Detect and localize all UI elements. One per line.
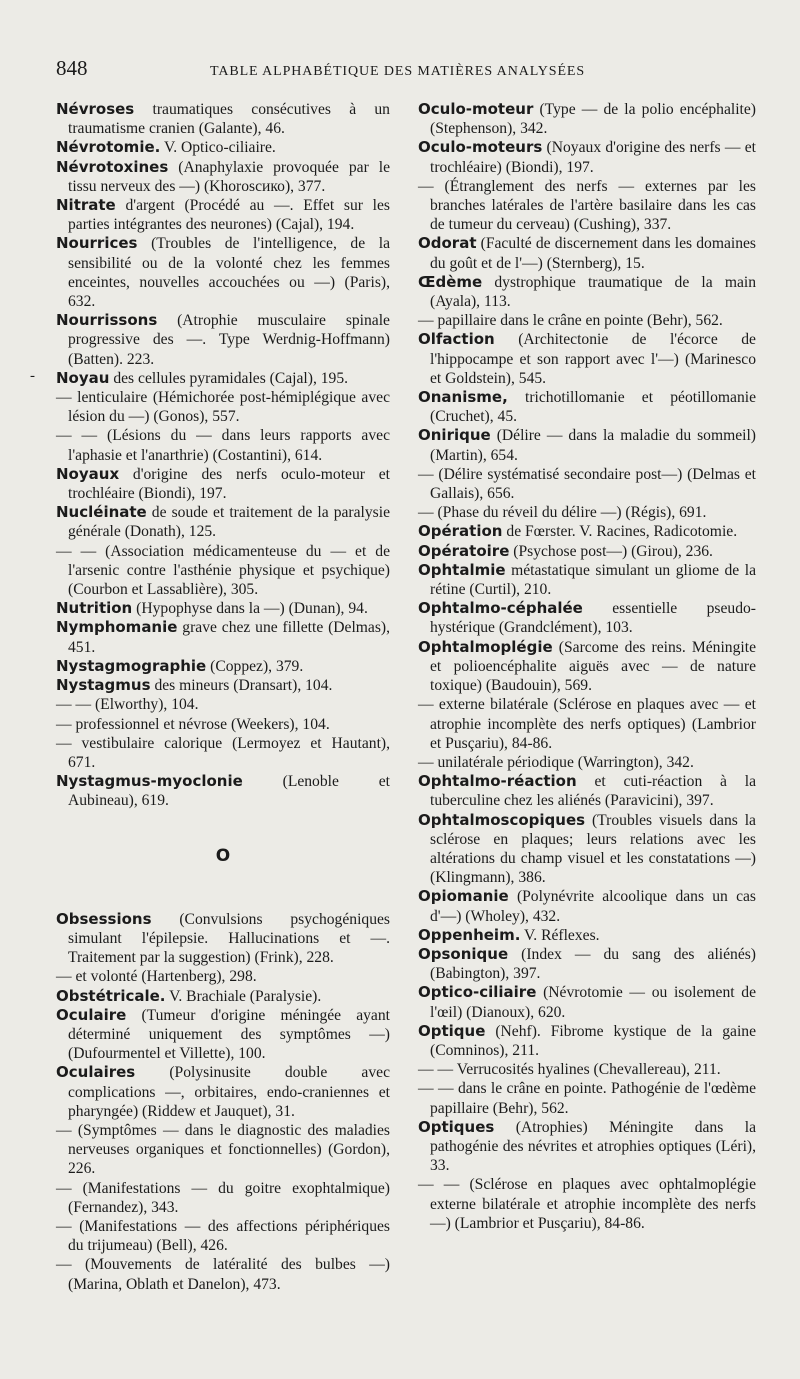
- entry-text: (Anaphylaxie provoquée par le tissu nerveux des —) (Khorosсико), 377.: [68, 158, 390, 195]
- index-entry: [56, 1179, 390, 1217]
- index-entry: [418, 887, 756, 925]
- entry-headword: Optique: [418, 1021, 486, 1040]
- entry-text: — — dans le crâne en pointe. Pathogénie de l'œdème papillaire (Behr), 562.: [418, 1080, 756, 1117]
- entry-text: des mineurs (Dransart), 104.: [154, 677, 333, 695]
- index-entry: [56, 910, 390, 968]
- entry-text: — (Symptômes — dans le diagnostic des maladies nerveuses organiques et fonctionnelles) (Gordon), 226.: [56, 1121, 390, 1178]
- index-entry: [418, 561, 756, 599]
- entry-text: de soude et traitement de la paralysie générale (Donath), 125.: [68, 504, 390, 541]
- index-entry: [418, 1118, 756, 1176]
- entry-text: V. Brachiale (Paralysie).: [169, 987, 322, 1005]
- index-entry: [418, 1079, 756, 1117]
- entry-headword: Névrotomie.: [56, 138, 161, 157]
- entry-text: — lenticulaire (Hémichorée post-hémiplégique avec lésion du —) (Gonos), 557.: [56, 389, 390, 426]
- entry-text: — (Étranglement des nerfs — externes par les branches latérales de l'artère basilaire dans les cas de tumeur du cerveau) (Cushing), 337.: [418, 177, 756, 234]
- entry-text: (Psychose post—) (Girou), 236.: [513, 542, 713, 560]
- index-entry: [418, 465, 756, 503]
- index-entry: [56, 1121, 390, 1179]
- entry-headword: Odorat: [418, 234, 477, 253]
- index-entry: [418, 330, 756, 388]
- index-entry: [56, 426, 390, 464]
- index-entry: [56, 695, 390, 714]
- index-entry: [418, 234, 756, 272]
- entry-headword: Ophtalmie: [418, 560, 506, 579]
- index-entry: [56, 734, 390, 772]
- entry-headword: Olfaction: [418, 330, 495, 349]
- entry-headword: Ophtalmo-réaction: [418, 772, 577, 791]
- entry-text: et cuti-réaction à la tuberculine chez les aliénés (Paravicini), 397.: [430, 773, 756, 810]
- entry-headword: Oculo-moteur: [418, 100, 534, 118]
- page-number: 848: [56, 56, 88, 80]
- entry-text: (Faculté de discernement dans les domaines du goût et de l'—) (Sternberg), 15.: [430, 235, 756, 272]
- entry-text: — (Mouvements de latéralité des bulbes —) (Marina, Oblath et Danelon), 473.: [56, 1256, 390, 1293]
- entry-headword: Opération: [418, 522, 503, 541]
- entry-text: (Hypophyse dans la —) (Dunan), 94.: [136, 600, 368, 618]
- index-entry: [418, 100, 756, 138]
- right-column: [418, 100, 756, 1233]
- entry-text: — — (Association médicamenteuse du — et de l'arsenic contre l'asthénie physique et psychique) (Courbon et Lassablière), 305.: [56, 542, 390, 599]
- entry-text: V. Réflexes.: [524, 926, 600, 944]
- entry-text: des cellules pyramidales (Cajal), 195.: [113, 369, 349, 387]
- entry-text: traumatiques consécutives à un traumatisme cranien (Galante), 46.: [68, 101, 390, 138]
- entry-headword: Onirique: [418, 426, 491, 445]
- index-entry: [418, 599, 756, 637]
- entry-text: (Sarcome des reins. Méningite et polioencéphalite aiguës avec — de nature toxique) (Baudouin), 569.: [430, 638, 756, 695]
- entry-headword: Opératoire: [418, 541, 510, 560]
- entry-text: métastatique simulant un gliome de la rétine (Curtil), 210.: [430, 561, 756, 599]
- entry-headword: Nystagmographie: [56, 656, 207, 675]
- index-entry: [56, 1255, 390, 1293]
- entry-text: V. Optico-ciliaire.: [163, 139, 276, 157]
- entry-headword: Nystagmus-myoclonie: [56, 772, 243, 791]
- index-entry: [56, 100, 390, 138]
- entry-text: (Polynévrite alcoolique dans un cas d'—) (Wholey), 432.: [430, 888, 757, 925]
- index-entry: [56, 1063, 390, 1121]
- entry-text: — — (Lésions du — dans leurs rapports avec l'aphasie et l'anarthrie) (Costantini), 614.: [56, 427, 390, 464]
- index-entry: [56, 1217, 390, 1255]
- entry-headword: Noyaux: [56, 464, 120, 483]
- entry-text: trichotillomanie et péotillomanie (Cruchet), 45.: [430, 389, 756, 426]
- entry-text: (Tumeur d'origine méningée ayant déterminé uniquement des symptômes —) (Dufourmentel et Villette), 100.: [68, 1006, 390, 1063]
- entry-headword: Névrotoxines: [56, 157, 169, 176]
- index-entry: [56, 138, 390, 157]
- entry-text: — (Manifestations — du goitre exophtalmique) (Fernandez), 343.: [56, 1179, 390, 1216]
- entry-headword: Obsessions: [56, 909, 152, 928]
- entry-headword: Noyau: [56, 368, 110, 387]
- entry-headword: Nystagmus: [56, 676, 151, 695]
- entry-headword: Optiques: [418, 1117, 495, 1136]
- entry-text: (Lenoble et Aubineau), 619.: [68, 773, 390, 810]
- index-entry: [418, 1175, 756, 1233]
- entry-text: grave chez une fillette (Delmas), 451.: [68, 619, 390, 656]
- entry-text: (Convulsions psychogéniques simulant l'épilepsie. Hallucinations et —. Traitement par la suggestion) (Frink), 228.: [68, 910, 390, 967]
- entry-text: — — (Elworthy), 104.: [56, 696, 199, 714]
- index-entry: [56, 657, 390, 676]
- entry-text: (Polysinusite double avec complications —, orbitaires, endo-craniennes et pharyngée) (Riddew et Jauquet), 31.: [68, 1064, 390, 1120]
- section-letter: O: [215, 845, 231, 866]
- entry-text: d'origine des nerfs oculo-moteur et trochléaire (Biondi), 197.: [68, 465, 390, 503]
- entry-headword: Nymphomanie: [56, 618, 178, 637]
- entry-text: (Atrophie musculaire spinale progressive des —. Type Werdnig-Hoffmann) (Batten). 223.: [68, 312, 390, 368]
- index-entry: [418, 811, 756, 888]
- entry-text: (Architectonie de l'écorce de l'hippocampe et son rapport avec l'—) (Marinesco et Goldstein), 545.: [430, 331, 756, 387]
- index-entry: [56, 715, 390, 734]
- entry-headword: Nutrition: [56, 599, 133, 618]
- entry-text: — (Manifestations — des affections périphériques du trijumeau) (Bell), 426.: [56, 1217, 390, 1255]
- entry-text: (Troubles de l'intelligence, de la sensibilité ou de la volonté chez les femmes enceintes, nouvelles accouchées ou —) (Paris), 632.: [68, 235, 391, 311]
- index-entry: [418, 542, 756, 561]
- entry-text: — — Verrucosités hyalines (Chevallereau), 211.: [418, 1061, 721, 1079]
- entry-text: — unilatérale périodique (Warrington), 342.: [418, 753, 694, 771]
- left-column: [56, 100, 390, 1294]
- entry-text: — professionnel et névrose (Weekers), 104.: [56, 715, 330, 733]
- index-entry: [418, 273, 756, 311]
- entry-text: — (Délire systématisé secondaire post—) (Delmas et Gallais), 656.: [418, 465, 756, 503]
- index-entry: [418, 177, 756, 235]
- entry-headword: Nourrices: [56, 234, 138, 253]
- index-entry: [418, 695, 756, 753]
- entry-headword: Onanisme,: [418, 388, 508, 407]
- index-entry: [56, 311, 390, 369]
- entry-headword: Ophtalmoscopiques: [418, 810, 586, 829]
- entry-headword: Nourrissons: [56, 311, 158, 330]
- index-entry: [56, 599, 390, 618]
- entry-headword: Ophtalmo-céphalée: [418, 599, 583, 618]
- index-entry: [418, 138, 756, 176]
- index-entry: [56, 1006, 390, 1064]
- entry-text: (Nehf). Fibrome kystique de la gaine (Comninos), 211.: [430, 1022, 756, 1059]
- index-entry: [56, 967, 390, 986]
- index-entry: [418, 1022, 756, 1060]
- entry-text: — vestibulaire calorique (Lermoyez et Hautant), 671.: [56, 734, 390, 771]
- entry-headword: Névroses: [56, 100, 135, 118]
- index-entry: [418, 772, 756, 810]
- index-entry: [418, 983, 756, 1021]
- left-entries: [56, 100, 390, 811]
- index-entry: [56, 388, 390, 426]
- index-entry: [418, 638, 756, 696]
- entry-headword: Nucléinate: [56, 503, 147, 522]
- entry-headword: Oppenheim.: [418, 925, 521, 944]
- index-entry: [56, 772, 390, 810]
- index-entry: [418, 926, 756, 945]
- index-entry: [56, 676, 390, 695]
- entry-text: (Atrophies) Méningite dans la pathogénie des névrites et atrophies optiques (Léri), 33.: [430, 1118, 756, 1175]
- entry-text: dystrophique traumatique de la main (Ayala), 113.: [430, 273, 756, 311]
- entry-text: — papillaire dans le crâne en pointe (Behr), 562.: [418, 312, 723, 330]
- entry-text: — et volonté (Hartenberg), 298.: [56, 968, 257, 986]
- entry-text: d'argent (Procédé au —. Effet sur les parties intégrantes des neurones) (Cajal), 194.: [68, 197, 390, 234]
- entry-text: (Noyaux d'origine des nerfs — et trochléaire) (Biondi), 197.: [430, 139, 756, 176]
- entry-text: (Délire — dans la maladie du sommeil) (Martin), 654.: [430, 427, 756, 464]
- entry-headword: Optico-ciliaire: [418, 983, 537, 1002]
- margin-mark: -: [30, 368, 35, 384]
- running-title: TABLE ALPHABÉTIQUE DES MATIÈRES ANALYSÉES: [210, 64, 586, 79]
- entry-text: — (Phase du réveil du délire —) (Régis), 691.: [418, 504, 707, 522]
- index-entry: [56, 465, 390, 503]
- entry-text: (Névrotomie — ou isolement de l'œil) (Dianoux), 620.: [430, 984, 756, 1021]
- entry-headword: Opsonique: [418, 944, 509, 963]
- index-entry: [56, 618, 390, 656]
- index-entry: [418, 426, 756, 464]
- entry-headword: Oculaires: [56, 1063, 136, 1082]
- index-entry: [418, 522, 756, 541]
- entry-headword: Ophtalmoplégie: [418, 637, 553, 656]
- entry-headword: Opiomanie: [418, 887, 509, 906]
- index-entry: [56, 234, 390, 311]
- entry-headword: Obstétricale.: [56, 986, 166, 1005]
- index-entry: [418, 753, 756, 772]
- entry-text: (Coppez), 379.: [210, 657, 304, 675]
- entry-text: (Index — du sang des aliénés) (Babington), 397.: [430, 945, 757, 983]
- index-entry: [418, 945, 756, 983]
- index-entry: [56, 158, 390, 196]
- entry-headword: Nitrate: [56, 196, 116, 215]
- index-entry: [56, 369, 390, 388]
- entry-text: essentielle pseudo-hystérique (Grandclément), 103.: [430, 600, 756, 637]
- index-entry: [56, 987, 390, 1006]
- entry-text: — — (Sclérose en plaques avec ophtalmoplégie externe bilatérale et atrophie incomplète des nerfs —) (Lambrior et Pusçariu), 84-86.: [418, 1176, 756, 1232]
- index-entry: [418, 388, 756, 426]
- index-entry: [56, 542, 390, 600]
- right-entries: [418, 100, 756, 1233]
- entry-text: de Fœrster. V. Racines, Radicotomie.: [506, 523, 738, 541]
- index-entry: [418, 311, 756, 330]
- entry-headword: Œdème: [418, 272, 483, 291]
- index-entry: [56, 503, 390, 541]
- entry-text: (Type — de la polio encéphalite) (Stephenson), 342.: [430, 101, 756, 138]
- index-entry: [418, 1060, 756, 1079]
- index-entry: [418, 503, 756, 522]
- entry-text: (Troubles visuels dans la sclérose en plaques; leurs relations avec les altérations du champ visuel et les constatations —) (Klingmann), 386.: [430, 811, 756, 887]
- left-entries-o: [56, 910, 390, 1294]
- entry-text: — externe bilatérale (Sclérose en plaques avec — et atrophie incomplète des nerfs optiques) (Lambrior et Pusçariu), 84-86.: [418, 696, 756, 752]
- index-entry: [56, 196, 390, 234]
- entry-headword: Oculaire: [56, 1005, 127, 1024]
- entry-headword: Oculo-moteurs: [418, 138, 543, 157]
